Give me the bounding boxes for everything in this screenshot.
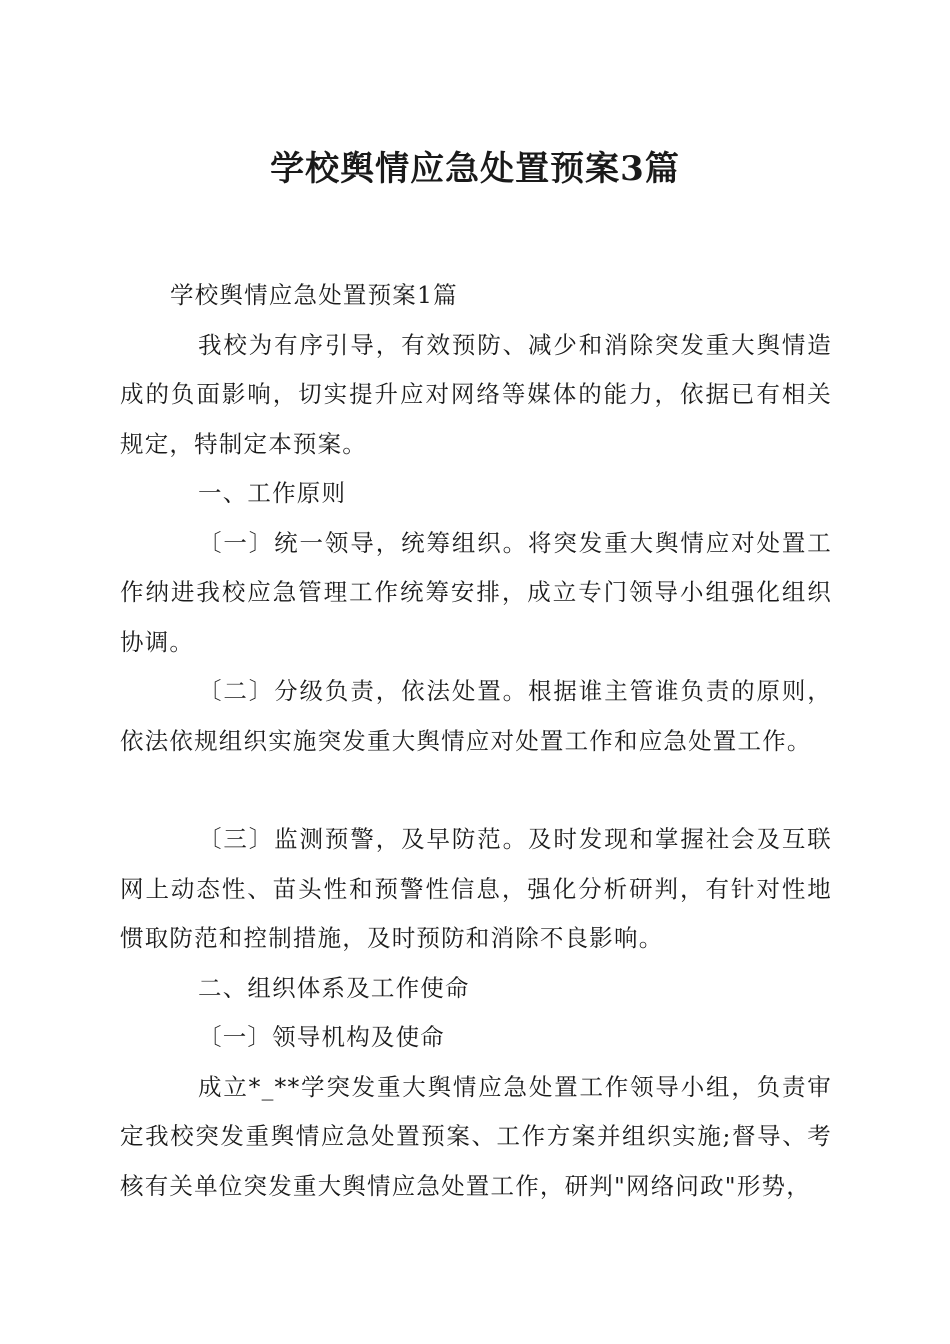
principle-3-paragraph: 〔三〕监测预警，及早防范。及时发现和掌握社会及互联网上动态性、苗头性和预警性信息，强化分析研判，有针对性地惯取防范和控制措施，及时预防和消除不良影响。 [120,825,832,952]
intro-paragraph: 我校为有序引导，有效预防、减少和消除突发重大舆情造成的负面影响，切实提升应对网络等媒体的能力，依据已有相关规定，特制定本预案。 [120,330,832,458]
section-heading-plan-1: 学校舆情应急处置预案1篇 [170,281,458,309]
leadership-paragraph: 成立*_**学突发重大舆情应急处置工作领导小组，负责审定我校突发重舆情应急处置预案、工作方案并组织实施;督导、考核有关单位突发重大舆情应急处置工作，研判"网络问政"形势， [120,1072,832,1200]
subheading-leadership: 〔一〕领导机构及使命 [198,1023,445,1051]
principle-1-paragraph: 〔一〕统一领导，统筹组织。将突发重大舆情应对处置工作纳进我校应急管理工作统筹安排，成立专门领导小组强化组织协调。 [120,528,832,656]
document-title: 学校舆情应急处置预案3篇 [270,149,680,189]
principle-2-paragraph: 〔二〕分级负责，依法处置。根据谁主管谁负责的原则，依法依规组织实施突发重大舆情应对处置工作和应急处置工作。 [120,677,832,755]
heading-work-principles: 一、工作原则 [198,479,347,507]
heading-organization: 二、组织体系及工作使命 [198,973,470,1002]
document-body [120,271,832,1211]
